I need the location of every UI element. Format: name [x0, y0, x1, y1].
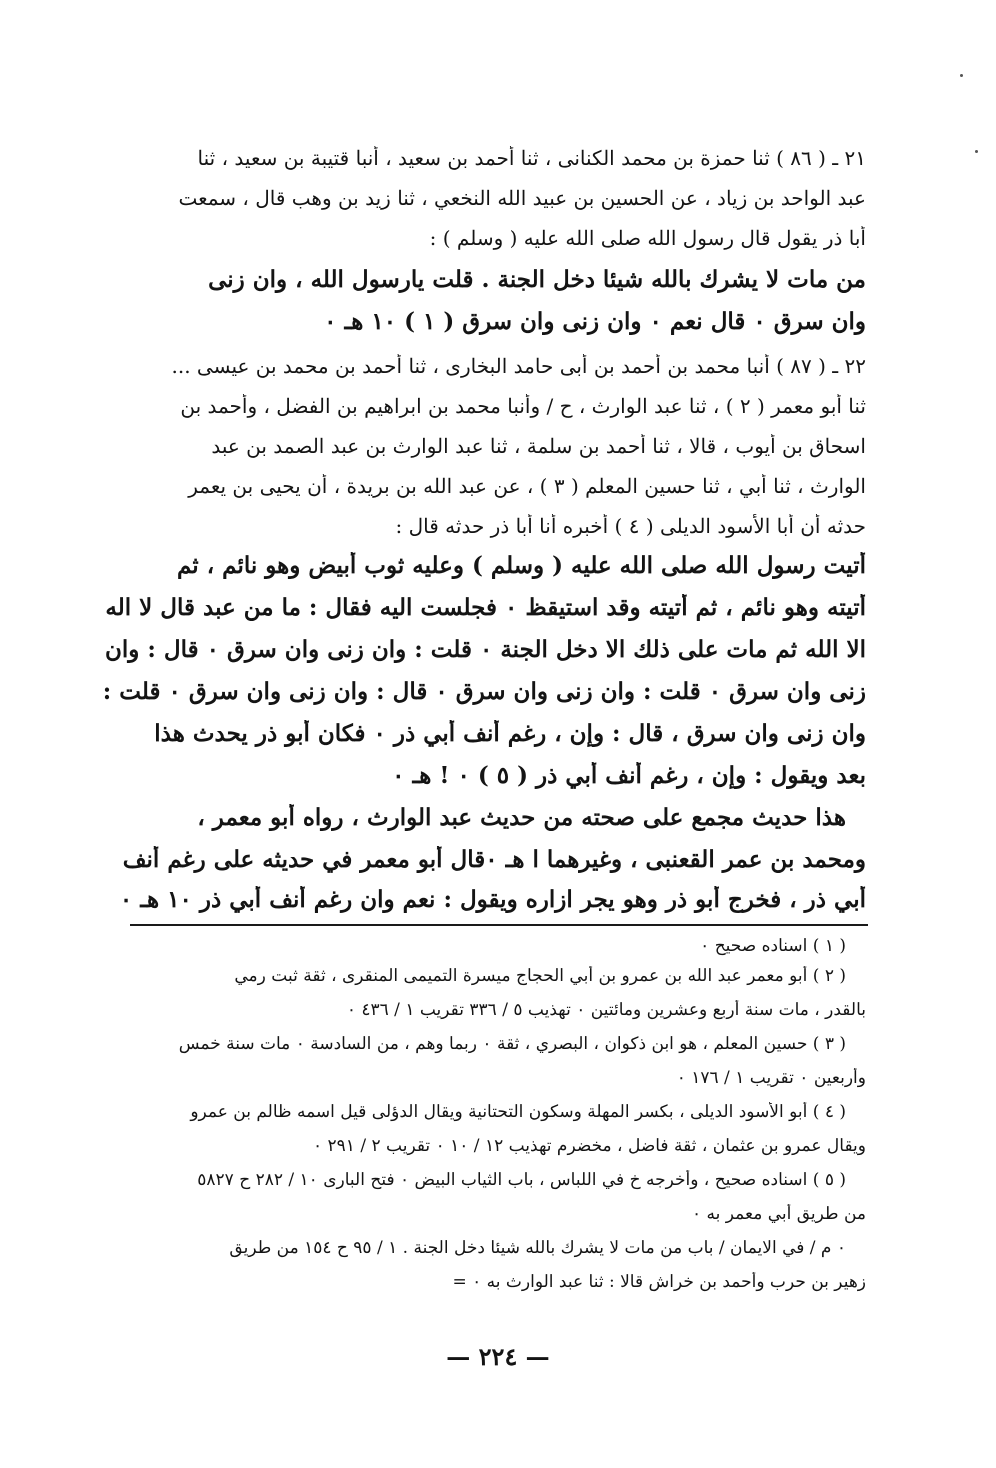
hadith-22-line-1: ٢٢ ـ ( ٨٧ ) أنبا محمد بن أحمد بن أبى حامد البخارى ، ثنا أحمد بن محمد بن عيسى ...: [171, 354, 866, 378]
hadith-21-line-1: ٢١ ـ ( ٨٦ ) ثنا حمزة بن محمد الكنانى ، ثنا أحمد بن سعيد ، أنبا قتيبة بن سعيد ، ثنا: [197, 146, 866, 170]
commentary-line-1: هذا حديث مجمع على صحته من حديث عبد الوارث ، رواه أبو معمر ،: [197, 804, 846, 831]
hadith-22-matn-line-1: أتيت رسول الله صلى الله عليه ( وسلم ) وعليه ثوب أبيض وهو نائم ، ثم: [176, 552, 866, 579]
footnote-1: ( ١ ) اسناده صحيح ٠: [700, 936, 846, 956]
scan-speck: [960, 74, 963, 77]
hadith-21-matn-line-2: وان سرق ٠ قال نعم ٠ وان زنى وان سرق ( ١ ) ١٠ هـ ٠: [324, 308, 866, 335]
page-number-dash-right: —: [517, 1342, 550, 1371]
page-number: [0, 1342, 996, 1371]
footnote-4-line-1: ( ٤ ) أبو الأسود الديلى ، بكسر المهلة وسكون التحتانية ويقال الدؤلى قيل اسمه ظالم بن عمرو: [190, 1102, 846, 1122]
page-number-value: ٢٢٤: [478, 1342, 518, 1371]
footnote-3-line-2: وأربعين ٠ تقريب ١ / ١٧٦ ٠: [676, 1068, 866, 1088]
page-number-dash-left: —: [446, 1342, 479, 1371]
footnote-5-line-3: ٠ م / في الايمان / باب من مات لا يشرك بالله شيئا دخل الجنة . ١ / ٩٥ ح ١٥٤ من طريق: [229, 1238, 846, 1258]
footnote-5-line-2: من طريق أبي معمر به ٠: [691, 1204, 866, 1224]
hadith-22-matn-line-2: أتيته وهو نائم ، ثم أتيته وقد استيقظ ٠ فجلست اليه فقال : ما من عبد قال لا اله: [105, 594, 866, 621]
footnote-5-line-1: ( ٥ ) اسناده صحيح ، وأخرجه خ في اللباس ، باب الثياب البيض ٠ فتح البارى ١٠ / ٢٨٢ ح ٥٨٢٧: [197, 1170, 846, 1190]
hadith-22-matn-line-4: زنى وان سرق ٠ قلت : وان زنى وان سرق ٠ قال : وان زنى وان سرق ٠ قلت :: [102, 678, 866, 705]
hadith-22-line-3: اسحاق بن أيوب ، قالا ، ثنا أحمد بن سلمة ، ثنا عبد الوارث بن عبد الصمد بن عبد: [211, 434, 866, 458]
hadith-21-line-2: عبد الواحد بن زياد ، عن الحسين بن عبيد الله النخعي ، ثنا زيد بن وهب قال ، سمعت: [178, 186, 866, 210]
footnote-divider: [130, 924, 868, 926]
hadith-22-matn-line-6: بعد ويقول : وإن ، رغم أنف أبي ذر ( ٥ ) ٠ ! هـ ٠: [392, 762, 866, 789]
hadith-22-matn-line-5: وان زنى وان سرق ، قال : وإن ، رغم أنف أبي ذر ٠ فكان أبو ذر يحدث هذا: [154, 720, 866, 747]
footnote-2-line-2: بالقدر ، مات سنة أربع وعشرين ومائتين ٠ تهذيب ٥ / ٣٣٦ تقريب ١ / ٤٣٦ ٠: [346, 1000, 866, 1020]
commentary-line-3: أبي ذر ، فخرج أبو ذر وهو يجر ازاره ويقول : نعم وان رغم أنف أبي ذر ١٠ هـ ٠: [119, 886, 866, 913]
hadith-22-line-5: حدثه أن أبا الأسود الديلى ( ٤ ) أخبره أنا أبا ذر حدثه قال :: [395, 514, 866, 538]
commentary-line-2: ومحمد بن عمر القعنبى ، وغيرهما ا هـ ٠قال أبو معمر في حديثه على رغم أنف: [122, 846, 866, 873]
footnote-3-line-1: ( ٣ ) حسين المعلم ، هو ابن ذكوان ، البصري ، ثقة ٠ ربما وهم ، من السادسة ٠ مات سنة خمس: [178, 1034, 846, 1054]
hadith-21-matn-line-1: من مات لا يشرك بالله شيئا دخل الجنة . قلت يارسول الله ، وان زنى: [208, 266, 866, 293]
scan-speck: [975, 150, 978, 153]
footnote-5-line-4: زهير بن حرب وأحمد بن خراش قالا : ثنا عبد الوارث به ٠ =: [452, 1272, 866, 1292]
footnote-4-line-2: ويقال عمرو بن عثمان ، ثقة فاضل ، مخضرم تهذيب ١٢ / ١٠ ٠ تقريب ٢ / ٢٩١ ٠: [312, 1136, 866, 1156]
hadith-21-line-3: أبا ذر يقول قال رسول الله صلى الله عليه ( وسلم ) :: [429, 226, 866, 250]
hadith-22-line-2: ثنا أبو معمر ( ٢ ) ، ثنا عبد الوارث ، ح / وأنبا محمد بن ابراهيم بن الفضل ، وأحمد بن: [180, 394, 866, 418]
hadith-22-matn-line-3: الا الله ثم مات على ذلك الا دخل الجنة ٠ قلت : وان زنى وان سرق ٠ قال : وان: [105, 636, 866, 663]
hadith-22-line-4: الوارث ، ثنا أبي ، ثنا حسين المعلم ( ٣ ) ، عن عبد الله بن بريدة ، أن يحيى بن يعمر: [188, 474, 866, 498]
footnote-2-line-1: ( ٢ ) أبو معمر عبد الله بن عمرو بن أبي الحجاج ميسرة التميمى المنقرى ، ثقة ثبت رمي: [234, 966, 846, 986]
